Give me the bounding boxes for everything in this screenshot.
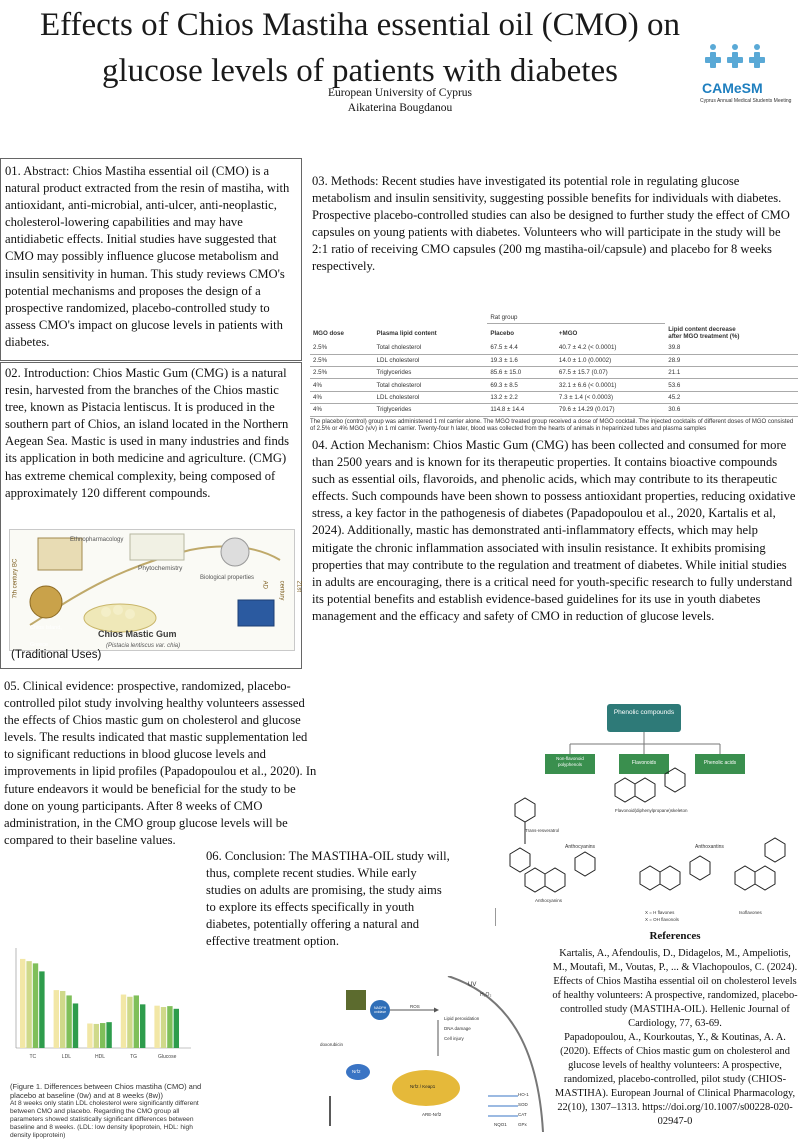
abstract-section [0,158,302,361]
label-lipid: Lipid peroxidation [444,1016,480,1021]
table-row [310,404,798,416]
label-uv: UV [468,982,477,988]
bar-tg-0 [121,995,126,1048]
table-header-dose: MGO dose [313,329,344,337]
table-footnote: The placebo (control) group was administered 1 ml carrier alone. The MGO treated group received a dose of MGO cocktail. The injected cocktails of different doses of MGO consisted of 2.5% or 4% MGO (v/v) in 1 ml carrier. Twenty-four h later, blood was collected from the hearts of animals in heparinized tubes and plasma samples [310,418,794,432]
label-h2o2: H₂O₂ [480,992,492,998]
phenolic-structure-svg [495,704,800,926]
table-cell: 4% [310,404,374,416]
table-row [310,367,798,379]
table-cell: 79.6 ± 14.29 (0.017) [556,404,665,416]
lipid-table-figure [310,312,798,434]
label-resveratrol: Trans-resveratrol [525,828,560,833]
lipid-table-body [310,342,798,416]
table-cell: 85.6 ± 15.0 [487,367,556,379]
bar-group [20,959,179,1048]
title-line-1: Effects of Chios Mastiha essential oil (CMO) on [39,7,681,43]
bar-category-label: TG [130,1054,138,1060]
bar-ldl-3 [73,1003,78,1048]
label-are: ARE-Nrf2 [422,1112,442,1117]
introduction-section [0,362,302,669]
reference-2: Papadopoulou, A., Kourkoutas, Y., & Koutinas, A. A. (2020). Effects of Chios mastic gum on cholesterol and glucose levels of healthy volunteers: A prospective, randomized, placebo-controlled, pilot study (CHIOS-MASTIHA). European Journal of Clinical Pharmacology, 22(10), 1307–1313. https://doi.org/10.1007/s00228-020-02947-0 [554,1032,796,1128]
bar-chart-caption: (Figure 1. Differences between Chios mastiha (CMO) and placebo at baseline (0w) and at 8 weeks (8w)) [10,1082,202,1100]
phenolic-root: Phenolic compounds [613,709,675,716]
references-section [552,928,798,1129]
label-nadph: NADPH oxidase [374,1006,387,1014]
title-line-2: glucose levels of patients with diabetes [102,53,618,89]
bar-hdl-3 [106,1022,111,1048]
methods-text: 03. Methods: Recent studies have investigated its potential role in regulating glucose metabolism and insulin sensitivity, suggesting possible benefits for individuals with diabetes. Prospective placebo-controlled studies can also be designed to further study the effect of CMO capsules on young patients with diabetes. Volunteers who will participate in the study will be 2:1 ratio of receiving CMO capsules (200 mg mastiha-oil/capsule) and placebo for 8 weeks respectively. [312,174,790,274]
label-gpx: GPx [518,1122,527,1127]
traditional-uses-figure [9,529,302,651]
mechanism-text: 04. Action Mechanism: Chios Mastic Gum (CMG) has been collected and consumed for more than 2500 years and is known for its therapeutic properties. It contains bioactive compounds such as essential oils, flavoroids, and phenolic acids, which may contribute to its therapeutic effects. Such compounds have been shown to possess antioxidant properties, reducing oxidative stress, a key factor in the pathogenesis of diabetes (Papadopoulou et al., 2020, Kartalis et al, 2024). Additionally, mastic has demonstrated anti-inflammatory effects, which may help mitigate the chronic inflammation associated with insulin resistance. It exhibits promising properties that may contribute to the regulation and treatment of diabetes. While initial studies in adults are encouraging, there is a critical need for youth-specific research to fully understand its potential benefits and establish evidence-based guidelines for its use in youth diabetes management and the efficacy and safety of CMO in reduction of glucose levels. [312,438,796,623]
bar-ldl-1 [60,991,65,1048]
label-anthocyanins-2: Anthocyanins [535,898,563,903]
bar-category-label: TC [29,1054,37,1060]
conclusion-section [206,848,450,951]
bar-tg-3 [140,1004,145,1048]
table-cell: 53.6 [665,379,798,391]
bar-glucose-3 [174,1009,179,1048]
label-biological: Biological properties [200,575,255,581]
table-cell: 114.8 ± 14.4 [487,404,556,416]
table-cell: 28.9 [665,354,798,366]
table-row [310,354,798,366]
table-header-decrease-label: Lipid content decrease [668,326,736,334]
table-header-placebo: Placebo [490,329,515,337]
camesm-logo [700,42,796,112]
bar-tc-1 [26,961,31,1048]
bar-category-label: LDL [61,1054,71,1060]
table-cell: 69.3 ± 8.5 [487,379,556,391]
label-sub: (Pistacia lentiscus var. chia) [106,643,181,649]
bar-hdl-2 [100,1023,105,1048]
nrf2-mechanism-svg [318,976,548,1132]
lipid-table [310,312,798,417]
table-header-decrease [665,324,798,342]
table-cell: 13.2 ± 2.2 [487,391,556,403]
label-ethnopharmacology: Ethnopharmacology [70,537,124,543]
table-cell: 2.5% [310,354,374,366]
label-ho1: HO-1 [518,1092,529,1097]
phenolic-branch-3: Phenolic acids [703,760,737,766]
table-cell: 14.0 ± 1.0 (0.0002) [556,354,665,366]
label-dox: doxorubicin [320,1042,344,1047]
table-cell: 67.5 ± 4.4 [487,342,556,354]
table-row [310,342,798,354]
bar-chart [6,938,196,1072]
label-isoflavones: Isoflavones [739,910,762,915]
poster-title [20,2,700,94]
references-title: References [649,930,701,942]
label-nrf2: Nrf2 [352,1069,361,1074]
bar-category-label: HDL [94,1054,106,1060]
bar-labels [29,1054,176,1060]
label-flavones: X = H flavones [645,910,675,915]
bar-glucose-0 [154,1006,159,1048]
phenolic-branch-1: Non-flavonoid polyphenols [556,756,584,767]
affiliation [230,86,570,116]
label-skeleton: Flavonoid(diphenylpropane)skeleton [615,808,688,813]
methods-section [312,173,800,276]
bar-chart-note: At 8 weeks only statin LDL cholesterol were significantly different between CMO and placebo. Regarding the CMO group all parameters showed statistically significant differences between baseline and 8 weeks. (LDL: low density lipoprotein, HDL: high density lipoprotein) [10,1100,199,1139]
label-cat: CAT [518,1112,527,1117]
label-nrf2-keap1: Nrf2 / Keap1 [410,1084,436,1089]
table-header-mgo: +MGO [558,329,578,337]
label-phytochemistry: Phytochemistry [138,565,183,572]
table-cell: 2.5% [310,367,374,379]
reference-1: Kartalis, A., Afendoulis, D., Didagelos, M., Ampeliotis, M., Moutafi, M., Voutas, P., ... & Vlachopoulos, C. (2024). Effects of Chios Mastiha essential oil on cholesterol levels of healthy volunteers: A prospective, randomized, placebo-controlled study (MASTIHA-OIL). Hellenic Journal of Cardiology, 77, 63-69. [552,948,798,1030]
label-chios: Chios Island, Greece [30,625,62,649]
table-header-content: Plasma lipid content [376,329,437,337]
table-cell: LDL cholesterol [374,391,488,403]
traditional-uses-caption: (Traditional Uses) [11,649,102,661]
bar-glucose-2 [167,1006,172,1048]
table-cell: LDL cholesterol [374,354,488,366]
label-ros: ROS [410,1004,420,1009]
table-cell: 19.3 ± 1.6 [487,354,556,366]
bar-tc-3 [39,971,44,1048]
table-cell: 45.2 [665,391,798,403]
label-nqo1: NQO1 [494,1122,507,1127]
table-row [310,391,798,403]
author: Aikaterina Bougdanou [347,102,453,114]
bar-tg-2 [134,995,139,1048]
label-century-ad: 21st century AD [261,580,302,601]
table-cell: 7.3 ± 1.4 (< 0.0003) [556,391,665,403]
table-cell: Triglycerides [374,367,488,379]
abstract-text: 01. Abstract: Chios Mastiha essential oil (CMO) is a natural product extracted from the resin of mastiha, with antioxidant, anti-microbial, anti-ulcer, anti-neoplastic, cholesterol-lowering capabilities and may have antidiabetic effects. Initial studies have suggested that CMO may possibly influence glucose metabolism and insulin sensitivity in human. This study reviews CMO's potential mechanisms and proposes the design of a prospective randomized, placebo-controlled study to assess CMO's impact on glucose levels in patients with diabetes. [5,164,290,349]
nrf2-mechanism-diagram [318,976,548,1132]
table-cell: 21.1 [665,367,798,379]
label-anthoxantins: Anthoxantins [695,844,724,850]
conclusion-text: 06. Conclusion: The MASTIHA-OIL study will, thus, complete recent studies. While early studies on adults are promising, the study aims to explore its effects specifically in youth diabetes, potentially offering a natural and effective treatment option. [206,849,450,949]
label-dna: DNA damage [444,1026,471,1031]
table-header-decrease-sub: after MGO treatment (%) [668,333,740,341]
bar-chart-figure [6,938,196,1072]
table-cell: 4% [310,391,374,403]
bar-hdl-1 [94,1024,99,1048]
table-cell: 32.1 ± 6.6 (< 0.0001) [556,379,665,391]
bar-tc-2 [33,963,38,1048]
phenolic-diagram [495,704,800,926]
table-cell: 4% [310,379,374,391]
bar-glucose-1 [161,1007,166,1048]
bar-tc-0 [20,959,25,1048]
bar-ldl-0 [54,990,59,1048]
table-cell: 67.5 ± 15.7 (0.07) [556,367,665,379]
logo-name: CAMeSM [702,80,763,96]
table-cell: 39.8 [665,342,798,354]
table-cell: Total cholesterol [374,342,488,354]
table-cell: Triglycerides [374,404,488,416]
label-century-bc: 7th century BC [12,558,19,599]
table-cell: Total cholesterol [374,379,488,391]
table-cell: 2.5% [310,342,374,354]
label-sod: SOD [518,1102,528,1107]
label-anthocyanins: Anthocyanins [565,844,596,850]
logo-tagline: Cyprus Annual Medical Students Meeting [700,98,792,104]
label-main: Chios Mastic Gum [98,629,177,639]
clinical-text: 05. Clinical evidence: prospective, randomized, placebo-controlled pilot study involving healthy volunteers assessed the effects of Chios mastic gum on cholesterol and glucose levels. The results indicated that mastic supplementation led to significant reductions in blood glucose levels and improvements in lipid profiles (Papadopoulou et al., 2020). In future endeavors it would be beneficial for the study to be done on young participants. After 8 weeks of CMO administration, in the CMO group glucose levels will be compared to their baseline values. [4,679,317,847]
bar-category-label: Glucose [158,1054,177,1060]
introduction-text: 02. Introduction: Chios Mastic Gum (CMG) is a natural resin, harvested from the branches of the Chios mastic tree, known as Pistacia lentiscus. It is produced in the southern part of Chios, an island located in the Northern Aegean Sea. Mastic is used in many industries and finds its application in both medicine and agriculture. (CMG) has extreme chemical complexity, being composed of approximately 120 different compounds. [5,366,290,500]
table-group-header: Rat group [487,312,665,324]
bar-tg-1 [127,997,132,1048]
phenolic-branch-2: Flavonoids [631,760,657,766]
table-cell: 40.7 ± 4.2 (< 0.0001) [556,342,665,354]
label-cell: Cell injury [444,1036,464,1041]
mechanism-section [312,437,800,625]
bar-hdl-0 [87,1024,92,1049]
clinical-section [0,678,322,849]
bar-ldl-2 [66,995,71,1048]
table-row [310,379,798,391]
table-cell: 30.6 [665,404,798,416]
university: European University of Cyprus [327,87,473,99]
label-flavonols: X = OH flavonols [645,917,679,922]
